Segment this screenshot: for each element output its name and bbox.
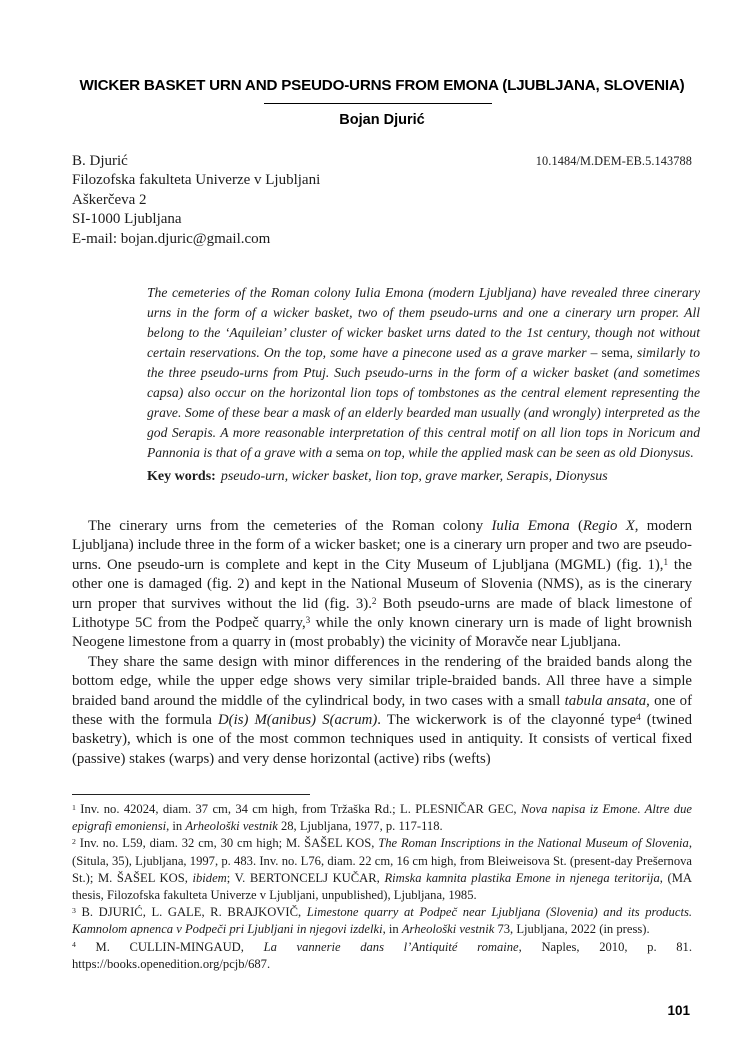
title-underline [264, 103, 492, 104]
paper-title: WICKER BASKET URN AND PSEUDO-URNS FROM EMONA (LJUBLJANA, SLOVENIA) [79, 77, 685, 94]
email-line: E-mail: bojan.djuric@gmail.com [72, 230, 271, 247]
address-row-name-doi [72, 152, 692, 171]
page-number: 101 [667, 1003, 690, 1018]
keywords-label: Key words: [147, 469, 216, 484]
footnotes-block [72, 801, 692, 973]
body-paragraph-2: They share the same design with minor differences in the rendering of the braided bands along the bottom edge, while the upper edge shows very similar triple-braided bands. All three have a simple braided band around the middle of the cylindrical body, in two cases with a small tabula ansata, one of these with the formula D(is) M(anibus) S(acrum). The wickerwork is of the clayonné type$^4$ (twined basketry), which is one of the most common techniques used in antiquity. It consists of vertical fixed (passive) stakes (warps) and very dense horizontal (active) ribs (wefts) [72, 653, 692, 767]
author-name: Bojan Djurić [339, 112, 425, 128]
address-line-street: Aškerčeva 2 [72, 191, 147, 208]
keywords-line [147, 469, 700, 485]
body-text [72, 517, 692, 769]
footnote-2: $^2$ Inv. no. L59, diam. 32 cm, 30 cm high; M. ŠAŠEL KOS, The Roman Inscriptions in the National Museum of Slovenia, (Situla, 35), Ljubljana, 1997, p. 483. Inv. no. L76, diam. 22 cm, 16 cm high, from Bleiweisova St. (present-day Prešernova St.); M. ŠAŠEL KOS, ibidem; V. BERTONCELJ KUČAR, Rimska kamnita plastika Emone in njenega teritorija, (MA thesis, Filozofska fakulteta Univerze v Ljubljani, unpublished), Ljubljana, 1985. [72, 836, 692, 903]
footnote-4: $^4$ M. CULLIN-MINGAUD, La vannerie dans l’Antiquité romaine, Naples, 2010, p. 81. https://books.openedition.org/pcjb/687. [72, 939, 693, 971]
footnote-3: $^3$ B. DJURIĆ, L. GALE, R. BRAJKOVIČ, Limestone quarry at Podpeč near Ljubljana (Slovenia) and its products. Kamnolom apnenca v Podpeči pri Ljubljani in njegovi izdelki, in Arheološki vestnik 73, Ljubljana, 2022 (in press). [72, 905, 692, 937]
author-address-block [72, 152, 692, 249]
keywords-text: pseudo-urn, wicker basket, lion top, grave marker, Serapis, Dionysus [220, 469, 608, 484]
address-line-institution: Filozofska fakulteta Univerze v Ljubljani [72, 172, 321, 189]
footnote-1: $^1$ Inv. no. 42024, diam. 37 cm, 34 cm high, from Tržaška Rd.; L. PLESNIČAR GEC, Nova napisa iz Emone. Altre due epigrafi emoniensi, in Arheološki vestnik 28, Ljubljana, 1977, p. 117-118. [72, 802, 692, 834]
body-paragraph-1: The cinerary urns from the cemeteries of the Roman colony Iulia Emona (Regio X, modern Ljubljana) include three in the form of a wicker basket; one is a cinerary urn proper and two are pseudo-urns. One pseudo-urn is complete and kept in the City Museum of Ljubljana (MGML) (fig. 1),$^1$ the other one is damaged (fig. 2) and kept in the National Museum of Slovenia (NMS), as is the cinerary urn proper that survives without the lid (fig. 3).$^2$ Both pseudo-urns are made of black limestone of Lithotype 5C from the Podpeč quarry,$^3$ while the only known cinerary urn is made of light brownish Neogene limestone from a quarry in (most probably) the vicinity of Moravče near Ljubljana. [72, 518, 692, 651]
address-line-city: SI-1000 Ljubljana [72, 211, 182, 228]
doi-number: 10.1484/M.DEM-EB.5.143788 [535, 154, 692, 168]
footnote-separator-rule [72, 794, 310, 795]
abstract-text: The cemeteries of the Roman colony Iulia Emona (modern Ljubljana) have revealed three cinerary urns in the form of a wicker basket, two of them pseudo-urns and one a cinerary urn proper. All belong to the ‘Aquileian’ cluster of wicker basket urns dated to the 1st century, though not without certain reservations. On the top, some have a pinecone used as a grave marker – sema, similarly to the three pseudo-urns from Ptuj. Such pseudo-urns in the form of a wicker basket (and sometimes capsa) also occur on the horizontal lion tops of tombstones as the central element representing the grave. Some of these bear a mask of an elderly bearded man usually (and wrongly) interpreted as the god Serapis. A more reasonable interpretation of this central motif on all lion tops in Noricum and Pannonia is that of a grave with a sema on top, while the applied mask can be seen as old Dionysus. [147, 285, 700, 460]
author-short-name: B. Djurić [72, 153, 128, 169]
